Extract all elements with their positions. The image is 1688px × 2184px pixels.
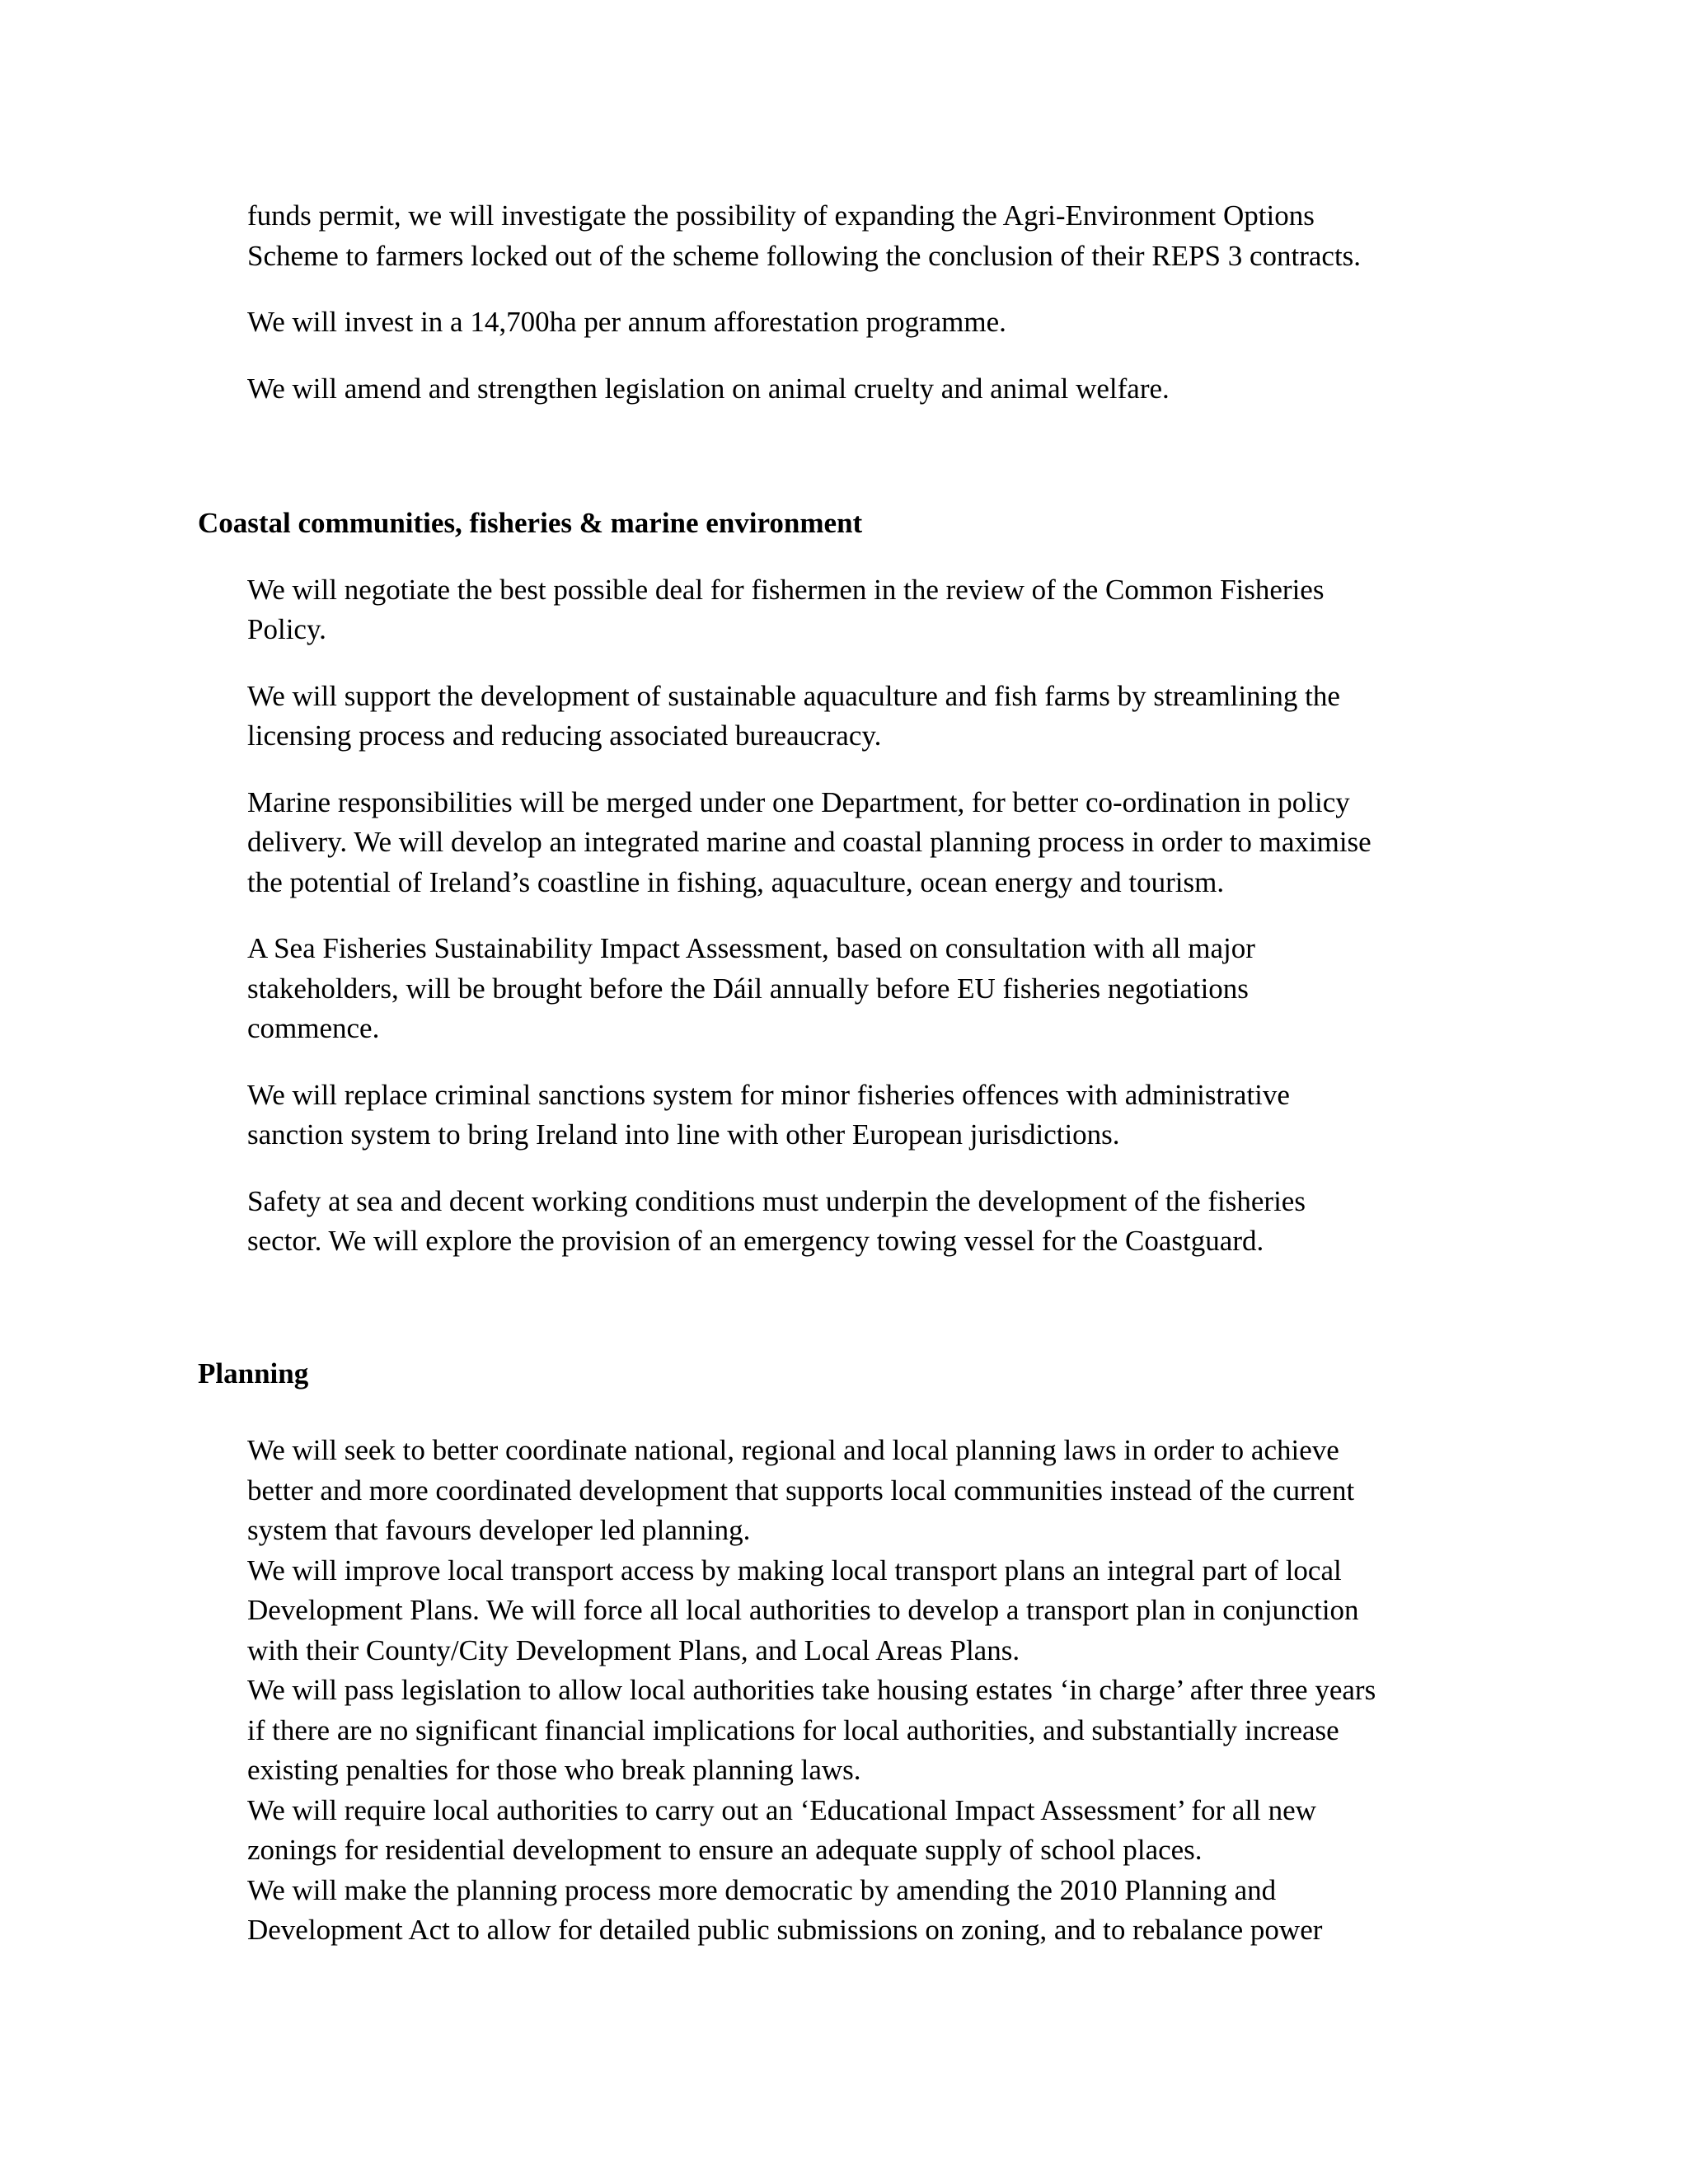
- paragraph-sanctions-system: [247, 1076, 1484, 1155]
- text-line: We will support the development of sustainable aquaculture and fish farms by streamlining the: [247, 679, 1340, 712]
- text-line: zonings for residential development to ensure an adequate supply of school places.: [247, 1834, 1203, 1866]
- text-line: We will seek to better coordinate national, regional and local planning laws in order to achieve: [247, 1434, 1339, 1466]
- text-line: funds permit, we will investigate the possibility of expanding the Agri-Environment Options: [247, 199, 1315, 232]
- page-content: [198, 196, 1467, 1951]
- paragraph-marine-responsibilities: [247, 783, 1484, 903]
- text-line: better and more coordinated development that supports local communities instead of the current: [247, 1474, 1355, 1507]
- text-line: licensing process and reducing associated bureaucracy.: [247, 719, 882, 752]
- text-line: We will invest in a 14,700ha per annum afforestation programme.: [247, 306, 1006, 338]
- text-line: with their County/City Development Plans, and Local Areas Plans.: [247, 1633, 1020, 1666]
- text-line: delivery. We will develop an integrated marine and coastal planning process in order to maximise: [247, 826, 1372, 858]
- section-heading-planning: Planning: [198, 1357, 309, 1390]
- paragraph-planning-block: [247, 1431, 1484, 1951]
- paragraph-animal-welfare: [247, 369, 1484, 410]
- paragraph-safety-at-sea: [247, 1182, 1484, 1262]
- text-line: the potential of Ireland’s coastline in fishing, aquaculture, ocean energy and tourism.: [247, 865, 1225, 898]
- text-line: We will improve local transport access by making local transport plans an integral part of local: [247, 1554, 1342, 1586]
- text-line: Marine responsibilities will be merged under one Department, for better co-ordination in policy: [247, 785, 1350, 818]
- text-line: A Sea Fisheries Sustainability Impact Assessment, based on consultation with all major: [247, 932, 1255, 964]
- paragraph-agri-environment-options: [247, 196, 1484, 276]
- text-line: system that favours developer led planning.: [247, 1514, 751, 1546]
- text-line: existing penalties for those who break planning laws.: [247, 1754, 861, 1786]
- text-line: sanction system to bring Ireland into line with other European jurisdictions.: [247, 1118, 1120, 1151]
- text-line: if there are no significant financial implications for local authorities, and substantially increase: [247, 1713, 1339, 1746]
- text-line: We will amend and strengthen legislation on animal cruelty and animal welfare.: [247, 372, 1170, 405]
- paragraph-afforestation: [247, 302, 1484, 343]
- text-line: commence.: [247, 1012, 380, 1044]
- text-line: Development Plans. We will force all local authorities to develop a transport plan in conjunction: [247, 1594, 1359, 1626]
- text-line: We will replace criminal sanctions system for minor fisheries offences with administrative: [247, 1078, 1290, 1111]
- text-line: Development Act to allow for detailed public submissions on zoning, and to rebalance power: [247, 1914, 1323, 1946]
- text-line: We will require local authorities to carry out an ‘Educational Impact Assessment’ for all new: [247, 1793, 1316, 1826]
- text-line: We will make the planning process more democratic by amending the 2010 Planning and: [247, 1873, 1277, 1906]
- text-line: We will pass legislation to allow local authorities take housing estates ‘in charge’ after three years: [247, 1674, 1376, 1706]
- text-line: Policy.: [247, 613, 326, 645]
- paragraph-aquaculture: [247, 677, 1484, 757]
- paragraph-sustainability-assessment: [247, 929, 1484, 1049]
- text-line: sector. We will explore the provision of an emergency towing vessel for the Coastguard.: [247, 1225, 1264, 1257]
- text-line: We will negotiate the best possible deal for fishermen in the review of the Common Fisheries: [247, 573, 1325, 606]
- text-line: stakeholders, will be brought before the Dáil annually before EU fisheries negotiations: [247, 972, 1249, 1005]
- text-line: Scheme to farmers locked out of the scheme following the conclusion of their REPS 3 contracts.: [247, 239, 1362, 272]
- text-line: Safety at sea and decent working conditions must underpin the development of the fisheries: [247, 1184, 1306, 1217]
- section-heading-coastal: Coastal communities, fisheries & marine environment: [198, 507, 863, 539]
- paragraph-common-fisheries-policy: [247, 570, 1484, 650]
